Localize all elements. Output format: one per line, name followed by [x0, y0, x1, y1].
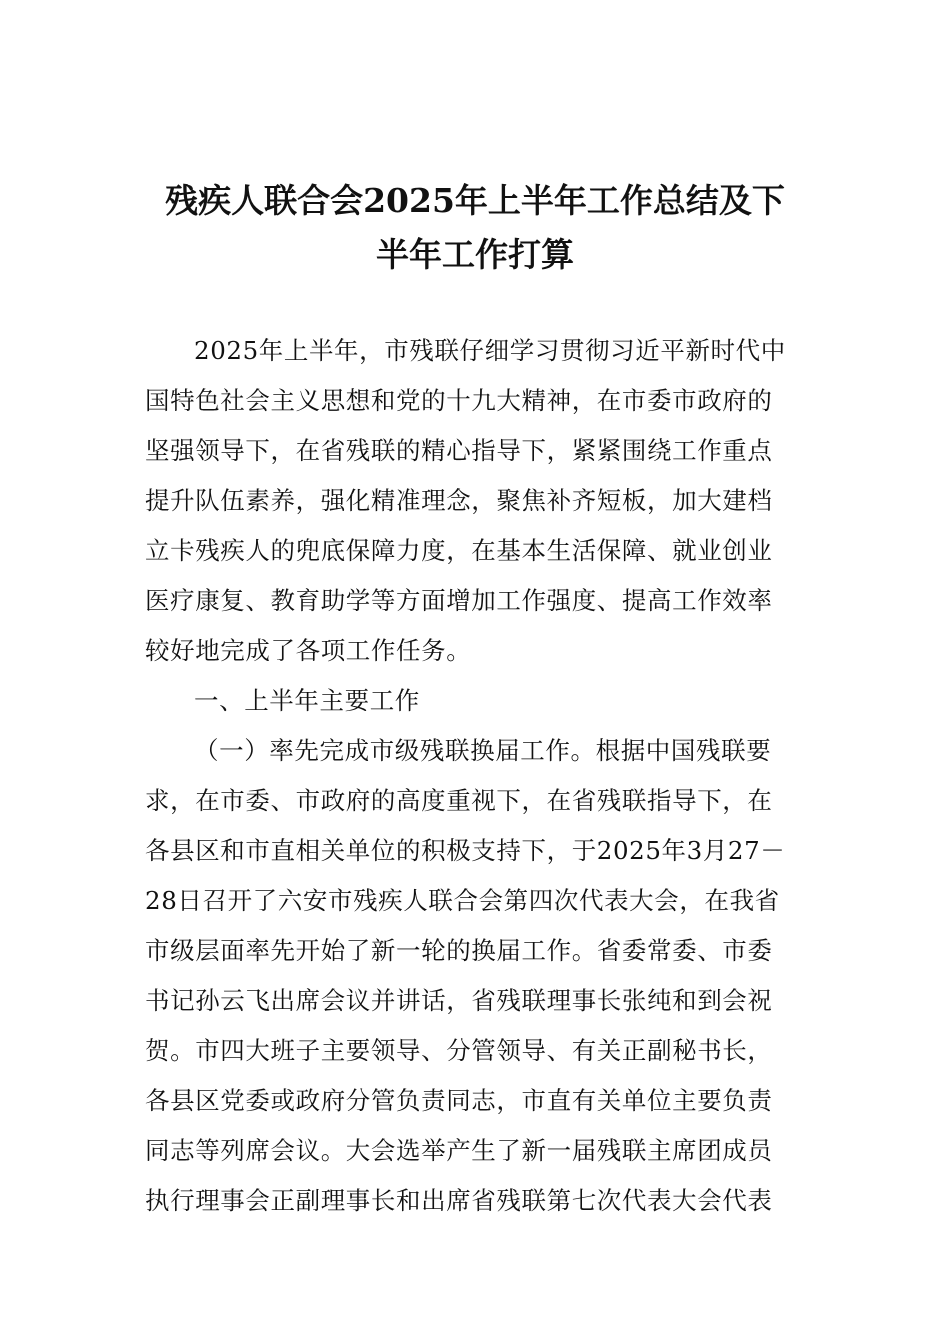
section-heading: 一、上半年主要工作	[194, 686, 420, 715]
paragraph-line: （一）率先完成市级残联换届工作。根据中国残联要	[194, 736, 772, 765]
paragraph-line: 书记孙云飞出席会议并讲话，省残联理事长张纯和到会祝	[145, 986, 773, 1015]
document-title-line-1: 残疾人联合会2025年上半年工作总结及下	[165, 181, 785, 220]
paragraph-line: 较好地完成了各项工作任务。	[145, 636, 472, 665]
document-title-line-2: 半年工作打算	[376, 235, 574, 274]
paragraph-line: 市级层面率先开始了新一轮的换届工作。省委常委、市委	[145, 936, 773, 965]
paragraph-line: 各县区党委或政府分管负责同志，市直有关单位主要负责	[145, 1086, 773, 1115]
paragraph-line: 贺。市四大班子主要领导、分管领导、有关正副秘书长，	[145, 1036, 773, 1065]
paragraph-line: 2025年上半年，市残联仔细学习贯彻习近平新时代中	[194, 336, 786, 365]
paragraph-line: 各县区和市直相关单位的积极支持下，于2025年3月27－	[145, 836, 786, 865]
paragraph-line: 立卡残疾人的兜底保障力度，在基本生活保障、就业创业	[145, 536, 773, 565]
paragraph-line: 同志等列席会议。大会选举产生了新一届残联主席团成员	[145, 1136, 773, 1165]
paragraph-line: 求，在市委、市政府的高度重视下，在省残联指导下，在	[145, 786, 773, 815]
paragraph-line: 坚强领导下，在省残联的精心指导下，紧紧围绕工作重点	[145, 436, 773, 465]
paragraph-line: 28日召开了六安市残疾人联合会第四次代表大会，在我省	[145, 886, 780, 915]
paragraph-line: 执行理事会正副理事长和出席省残联第七次代表大会代表	[145, 1186, 773, 1215]
paragraph-line: 医疗康复、教育助学等方面增加工作强度、提高工作效率	[145, 586, 773, 615]
paragraph-line: 提升队伍素养，强化精准理念，聚焦补齐短板，加大建档	[145, 486, 773, 515]
paragraph-line: 国特色社会主义思想和党的十九大精神，在市委市政府的	[145, 386, 773, 415]
